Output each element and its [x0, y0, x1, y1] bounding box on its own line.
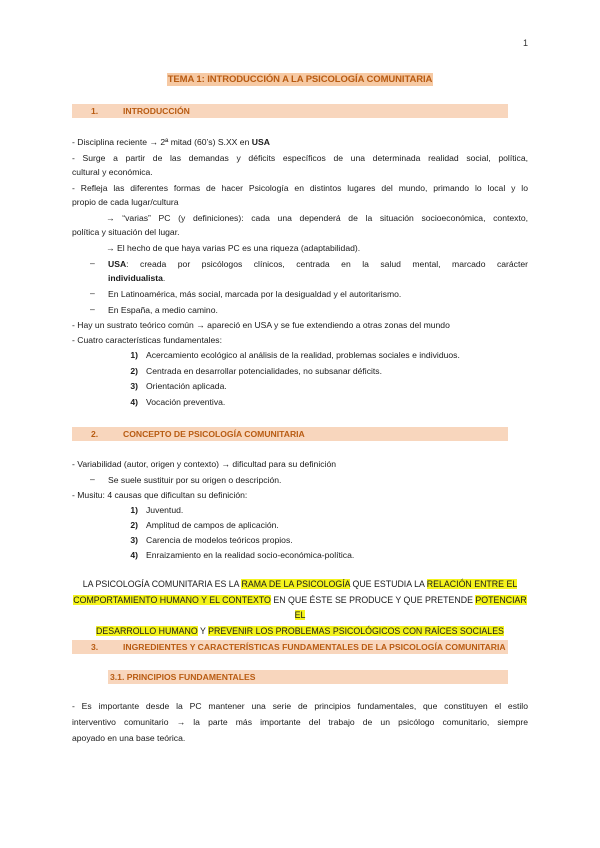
s3-line-1: - Es importante desde la PC mantener una serie de principios fundamentales, que constituyen el estilo [72, 701, 528, 711]
s3-line-3: apoyado en una base teórica. [72, 733, 186, 743]
section-1-label: INTRODUCCIÓN [123, 106, 190, 116]
definition-text: EN QUE ÉSTE SE PRODUCE Y QUE PRETENDE [270, 594, 476, 605]
subsection-3-1-heading: 3.1. PRINCIPIOS FUNDAMENTALES [108, 670, 508, 684]
definition-highlight: COMPORTAMIENTO HUMANO Y EL CONTEXTO [73, 594, 271, 605]
section-3-heading [72, 640, 508, 654]
s1-line-10: - Cuatro características fundamentales: [72, 335, 222, 345]
section-3-label: INGREDIENTES Y CARACTERÍSTICAS FUNDAMENTALES DE LA PSICOLOGÍA COMUNITARIA [123, 642, 506, 652]
s2-list-num: 4) [130, 550, 138, 560]
section-2-label: CONCEPTO DE PSICOLOGÍA COMUNITARIA [123, 429, 305, 439]
s2-list-item: Juventud. [146, 505, 184, 515]
document-title [0, 74, 600, 85]
s1-line-7: política y situación del lugar. [72, 227, 180, 237]
section-2-number: 2. [91, 429, 99, 439]
s3-line-2: interventivo comunitario → la parte más importante del trabajo de un psicólogo comunitario, siempre [72, 717, 528, 727]
definition-block [72, 577, 528, 639]
s2-list-item: Carencia de modelos teóricos propios. [146, 535, 293, 545]
definition-highlight: PREVENIR LOS PROBLEMAS PSICOLÓGICOS CON RAÍCES SOCIALES [208, 625, 504, 636]
s1-dash-2: En Latinoamérica, más social, marcada por la desigualdad y el autoritarismo. [108, 289, 402, 299]
definition-highlight: POTENCIAR EL [294, 594, 527, 620]
s1-list-num: 4) [130, 397, 138, 407]
s1-line-6: → “varias” PC (y definiciones): cada una dependerá de la situación socioeconómica, contexto, [106, 213, 528, 223]
s2-list-item: Enraizamiento en la realidad socio-económica-política. [146, 550, 355, 560]
s1-line-2: - Surge a partir de las demandas y déficits específicos de una determinada realidad social, política, [72, 153, 528, 163]
s1-line-1-text: - Disciplina reciente → 2ª mitad (60’s) S.XX en [72, 137, 252, 147]
s1-dash-1-individualista: individualista [108, 273, 163, 283]
page-number: 1 [522, 38, 528, 48]
s2-list-num: 1) [130, 505, 138, 515]
s2-list-num: 3) [130, 535, 138, 545]
s1-list-item: Centrada en desarrollar potencialidades, no subsanar déficits. [146, 366, 382, 376]
section-1-number: 1. [91, 106, 99, 116]
s1-line-5: propio de cada lugar/cultura [72, 197, 179, 207]
s1-dash-1-bold: USA [108, 259, 127, 269]
s1-list-num: 3) [130, 381, 138, 391]
s1-line-8: → El hecho de que haya varias PC es una riqueza (adaptabilidad). [106, 243, 361, 253]
section-2-heading [72, 427, 508, 441]
s2-line-2: - Musitu: 4 causas que dificultan su definición: [72, 490, 248, 500]
s1-list-item: Vocación preventiva. [146, 397, 226, 407]
dash-bullet: – [90, 288, 95, 298]
section-1-heading [72, 104, 508, 118]
s1-dash-1-cont [108, 273, 165, 284]
s1-line-4: - Refleja las diferentes formas de hacer Psicología en distintos lugares del mundo, primando lo local y lo [72, 183, 528, 193]
s1-list-num: 1) [130, 350, 138, 360]
definition-text: Y [197, 625, 209, 636]
s2-dash-1: Se suele sustituir por su origen o descripción. [108, 475, 282, 485]
s1-dash-1-text: : creada por psicólogos clínicos, centrada en la salud mental, marcado carácter [126, 259, 528, 269]
s1-line-9: - Hay un sustrato teórico común → apareció en USA y se fue extendiendo a otras zonas del mundo [72, 320, 450, 330]
definition-highlight: RAMA DE LA PSICOLOGÍA [241, 579, 351, 589]
s1-line-1 [72, 137, 270, 148]
s1-list-item: Acercamiento ecológico al análisis de la realidad, problemas sociales e individuos. [146, 350, 460, 360]
s1-dash-3: En España, a medio camino. [108, 305, 218, 315]
definition-highlight: DESARROLLO HUMANO [96, 625, 198, 636]
s1-dash-1-period: . [162, 273, 166, 283]
dash-bullet: – [90, 258, 95, 268]
s1-line-1-usa: USA [251, 137, 270, 147]
s2-list-num: 2) [130, 520, 138, 530]
s1-list-num: 2) [130, 366, 138, 376]
s1-dash-1 [108, 259, 528, 270]
s2-list-item: Amplitud de campos de aplicación. [146, 520, 279, 530]
section-3-number: 3. [91, 642, 99, 652]
dash-bullet: – [90, 474, 95, 484]
dash-bullet: – [90, 304, 95, 314]
definition-highlight: RELACIÓN ENTRE EL [426, 579, 518, 589]
definition-text: LA PSICOLOGÍA COMUNITARIA ES LA [82, 579, 242, 589]
s2-line-1: - Variabilidad (autor, origen y contexto) → dificultad para su definición [72, 459, 337, 469]
s1-line-3: cultural y económica. [72, 167, 153, 177]
document-title-text: TEMA 1: INTRODUCCIÓN A LA PSICOLOGÍA COMUNITARIA [167, 74, 433, 85]
definition-text: QUE ESTUDIA LA [350, 579, 427, 589]
s1-list-item: Orientación aplicada. [146, 381, 227, 391]
